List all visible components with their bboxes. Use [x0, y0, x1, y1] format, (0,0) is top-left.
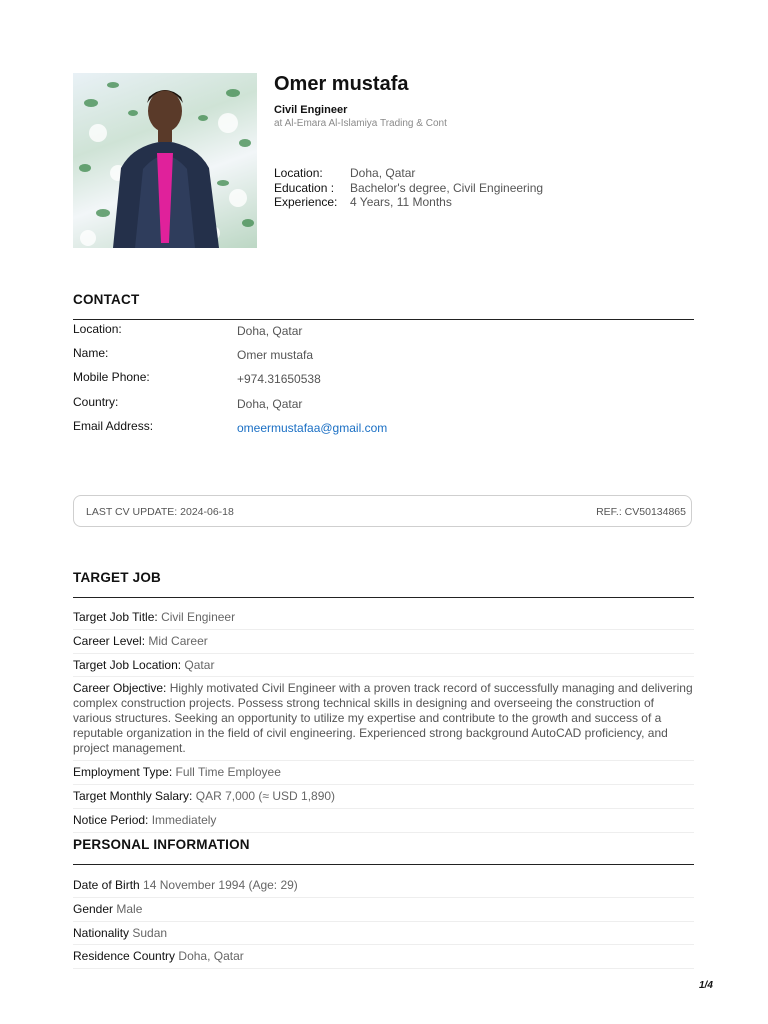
contact-value: +974.31650538 — [237, 372, 321, 387]
summary-value: 4 Years, 11 Months — [350, 195, 452, 209]
contact-row — [73, 419, 694, 443]
item-label: Date of Birth — [73, 878, 140, 892]
contact-table — [73, 322, 694, 443]
contact-label: Location: — [73, 322, 122, 336]
contact-row — [73, 395, 694, 419]
item-value: Highly motivated Civil Engineer with a proven track record of successfully managing and delivering complex construction projects. Possess strong technical skills in designing and overseeing the construction of various structures. Seeking an opportunity to utilize my expertise and contribute to the growth and success of a reputable organization in the field of civil engineering. Experienced strong background AutoCAD proficiency, and project management. — [73, 681, 693, 756]
current-company: at Al-Emara Al-Islamiya Trading & Cont — [274, 118, 447, 129]
item-value: 14 November 1994 (Age: 29) — [143, 878, 298, 892]
career-objective — [73, 677, 694, 761]
item-label: Notice Period: — [73, 812, 149, 827]
target-job-item — [73, 606, 694, 630]
item-label: Target Monthly Salary: — [73, 788, 193, 803]
target-job-item — [73, 785, 694, 809]
summary-block — [274, 166, 543, 210]
item-label: Employment Type: — [73, 765, 173, 780]
item-label: Target Job Title: — [73, 610, 158, 624]
item-value: QAR 7,000 (≈ USD 1,890) — [195, 788, 336, 803]
contact-value: Doha, Qatar — [237, 324, 303, 338]
item-value: Civil Engineer — [161, 610, 236, 624]
item-label: Residence Country — [73, 949, 176, 964]
item-value: Immediately — [151, 812, 217, 827]
personal-info-list — [73, 874, 694, 969]
item-label: Career Level: — [73, 633, 146, 648]
personal-info-item — [73, 898, 694, 922]
summary-value: Bachelor's degree, Civil Engineering — [350, 180, 544, 195]
item-value: Full Time Employee — [175, 765, 281, 780]
page-number: 1/4 — [699, 980, 713, 991]
summary-label: Experience: — [274, 195, 338, 209]
contact-label: Mobile Phone: — [73, 370, 150, 385]
profile-photo — [73, 73, 257, 248]
candidate-name: Omer mustafa — [274, 73, 409, 95]
summary-row — [274, 181, 543, 196]
personal-info-divider — [73, 864, 694, 865]
personal-info-item — [73, 945, 694, 969]
target-job-item — [73, 630, 694, 654]
contact-label: Email Address: — [73, 418, 154, 433]
summary-row — [274, 195, 543, 210]
job-role: Civil Engineer — [274, 104, 348, 116]
target-job-item — [73, 654, 694, 678]
item-value: Doha, Qatar — [178, 949, 244, 964]
summary-label: Education : — [274, 180, 335, 195]
contact-row — [73, 370, 694, 394]
summary-label: Location: — [274, 166, 323, 180]
item-value: Mid Career — [148, 633, 208, 648]
item-value: Male — [116, 901, 143, 916]
contact-value: Omer mustafa — [237, 348, 314, 363]
personal-info-item — [73, 874, 694, 898]
item-label: Career Objective: — [73, 681, 167, 696]
item-value: Sudan — [132, 925, 168, 940]
contact-row — [73, 346, 694, 370]
contact-label: Name: — [73, 346, 109, 361]
last-cv-update: LAST CV UPDATE: 2024-06-18 — [86, 506, 234, 518]
contact-row — [73, 322, 694, 346]
target-job-heading: TARGET JOB — [73, 570, 162, 585]
target-job-list — [73, 606, 694, 833]
contact-value: Doha, Qatar — [237, 396, 303, 411]
email-link[interactable]: omeermustafaa@gmail.com — [237, 420, 388, 435]
cv-update-box — [73, 495, 692, 527]
contact-heading: CONTACT — [73, 292, 140, 307]
summary-row — [274, 166, 543, 181]
target-job-item — [73, 809, 694, 833]
personal-info-heading: PERSONAL INFORMATION — [73, 837, 250, 852]
item-value: Qatar — [184, 657, 215, 672]
target-job-item — [73, 761, 694, 785]
cv-reference: REF.: CV50134865 — [596, 506, 686, 518]
target-job-divider — [73, 597, 694, 598]
summary-value: Doha, Qatar — [350, 166, 416, 180]
personal-info-item — [73, 922, 694, 946]
item-label: Target Job Location: — [73, 657, 182, 672]
item-label: Nationality — [73, 925, 130, 940]
contact-divider — [73, 319, 694, 320]
item-label: Gender — [73, 901, 114, 916]
contact-label: Country: — [73, 394, 119, 409]
